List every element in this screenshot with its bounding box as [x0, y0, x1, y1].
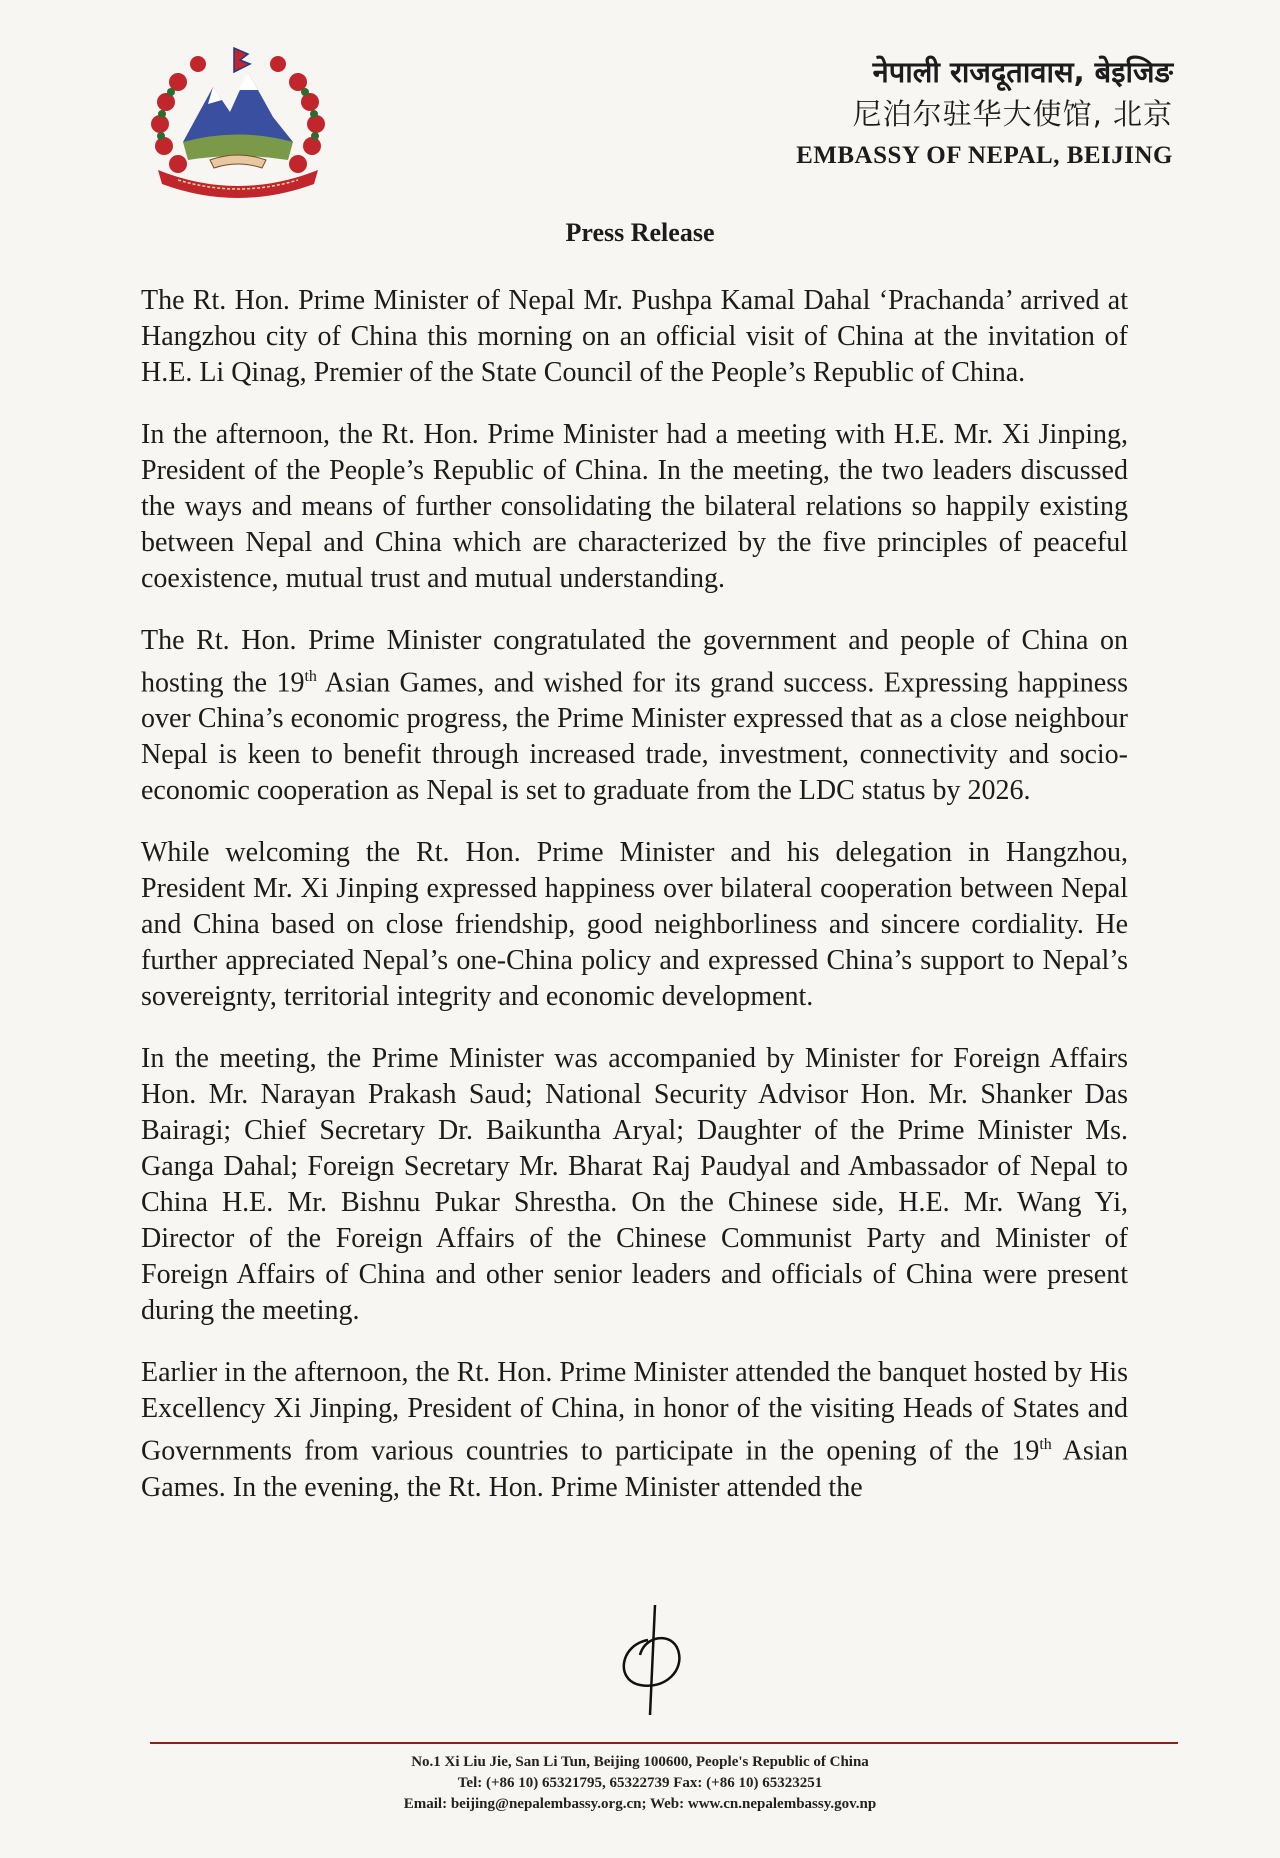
- footer-contact: Email: beijing@nepalembassy.org.cn; Web: www.cn.nepalembassy.gov.np: [403, 1796, 877, 1812]
- footer-phones: Tel: (+86 10) 65321795, 65322739 Fax: (+86 10) 65323251: [457, 1775, 823, 1791]
- paragraph-5: In the meeting, the Prime Minister was accompanied by Minister for Foreign Affairs Hon. Mr. Narayan Prakash Saud; National Security Advisor Hon. Mr. Shanker Das Bairagi; Chief Secretary Dr. Baikuntha Aryal; Daughter of the Prime Minister Ms. Ganga Dahal; Foreign Secretary Mr. Bharat Raj Paudyal and Ambassador of Nepal to China H.E. Mr. Bishnu Pukar Shrestha. On the Chinese side, H.E. Mr. Wang Yi, Director of the Foreign Affairs of the Chinese Communist Party and Minister of Foreign Affairs of China and other senior leaders and officials of China were present during the meeting.: [141, 1043, 1128, 1327]
- paragraph-6-part-2: Asian Games. In the evening, the Rt. Hon. Prime Minister attended the: [141, 1435, 1128, 1503]
- paragraph-2: In the afternoon, the Rt. Hon. Prime Minister had a meeting with H.E. Mr. Xi Jinping, President of the People’s Republic of China. In the meeting, the two leaders discussed the ways and means of further consolidating the bilateral relations so happily existing between Nepal and China which are characterized by the five principles of peaceful coexistence, mutual trust and mutual understanding.: [141, 419, 1128, 594]
- footer-divider: [150, 1742, 1178, 1744]
- press-release-body: [141, 283, 1128, 1532]
- paragraph-6: [141, 1355, 1128, 1505]
- masthead-english: EMBASSY OF NEPAL, BEIJING: [796, 142, 1173, 169]
- ordinal-suffix: th: [304, 668, 317, 685]
- footer-address: No.1 Xi Liu Jie, San Li Tun, Beijing 100600, People's Republic of China: [411, 1754, 869, 1770]
- paragraph-3-part-1: The Rt. Hon. Prime Minister congratulated the government and people of China on hosting the 19: [141, 625, 1128, 699]
- embassy-masthead: [796, 52, 1173, 176]
- ordinal-suffix: th: [1039, 1436, 1052, 1454]
- paragraph-3-part-2: Asian Games, and wished for its grand success. Expressing happiness over China’s economic progress, the Prime Minister expressed that as a close neighbour Nepal is keen to benefit through increased trade, investment, connectivity and socio-economic cooperation as Nepal is set to graduate from the LDC status by 2026.: [141, 667, 1128, 807]
- footer: [0, 1752, 1280, 1815]
- paragraph-1: The Rt. Hon. Prime Minister of Nepal Mr. Pushpa Kamal Dahal ‘Prachanda’ arrived at Hangzhou city of China this morning on an official visit of China at the invitation of H.E. Li Qinag, Premier of the State Council of the People’s Republic of China.: [141, 285, 1128, 388]
- nepal-coat-of-arms-icon: [138, 42, 338, 202]
- masthead-nepali: नेपाली राजदूतावास, बेइजिङ: [872, 55, 1173, 89]
- masthead-chinese: 尼泊尔驻华大使馆, 北京: [852, 97, 1173, 131]
- paragraph-3: [141, 623, 1128, 809]
- page-title: Press Release: [565, 218, 715, 247]
- paragraph-6-part-1: Earlier in the afternoon, the Rt. Hon. Prime Minister attended the banquet hosted by His Excellency Xi Jinping, President of China, in honor of the visiting Heads of States and Governments from various countries to participate in the opening of the 19: [141, 1357, 1128, 1467]
- signature-mark: [600, 1600, 710, 1720]
- paragraph-4: While welcoming the Rt. Hon. Prime Minister and his delegation in Hangzhou, President Mr. Xi Jinping expressed happiness over bilateral cooperation between Nepal and China based on close friendship, good neighborliness and sincere cordiality. He further appreciated Nepal’s one-China policy and expressed China’s support to Nepal’s sovereignty, territorial integrity and economic development.: [141, 837, 1128, 1013]
